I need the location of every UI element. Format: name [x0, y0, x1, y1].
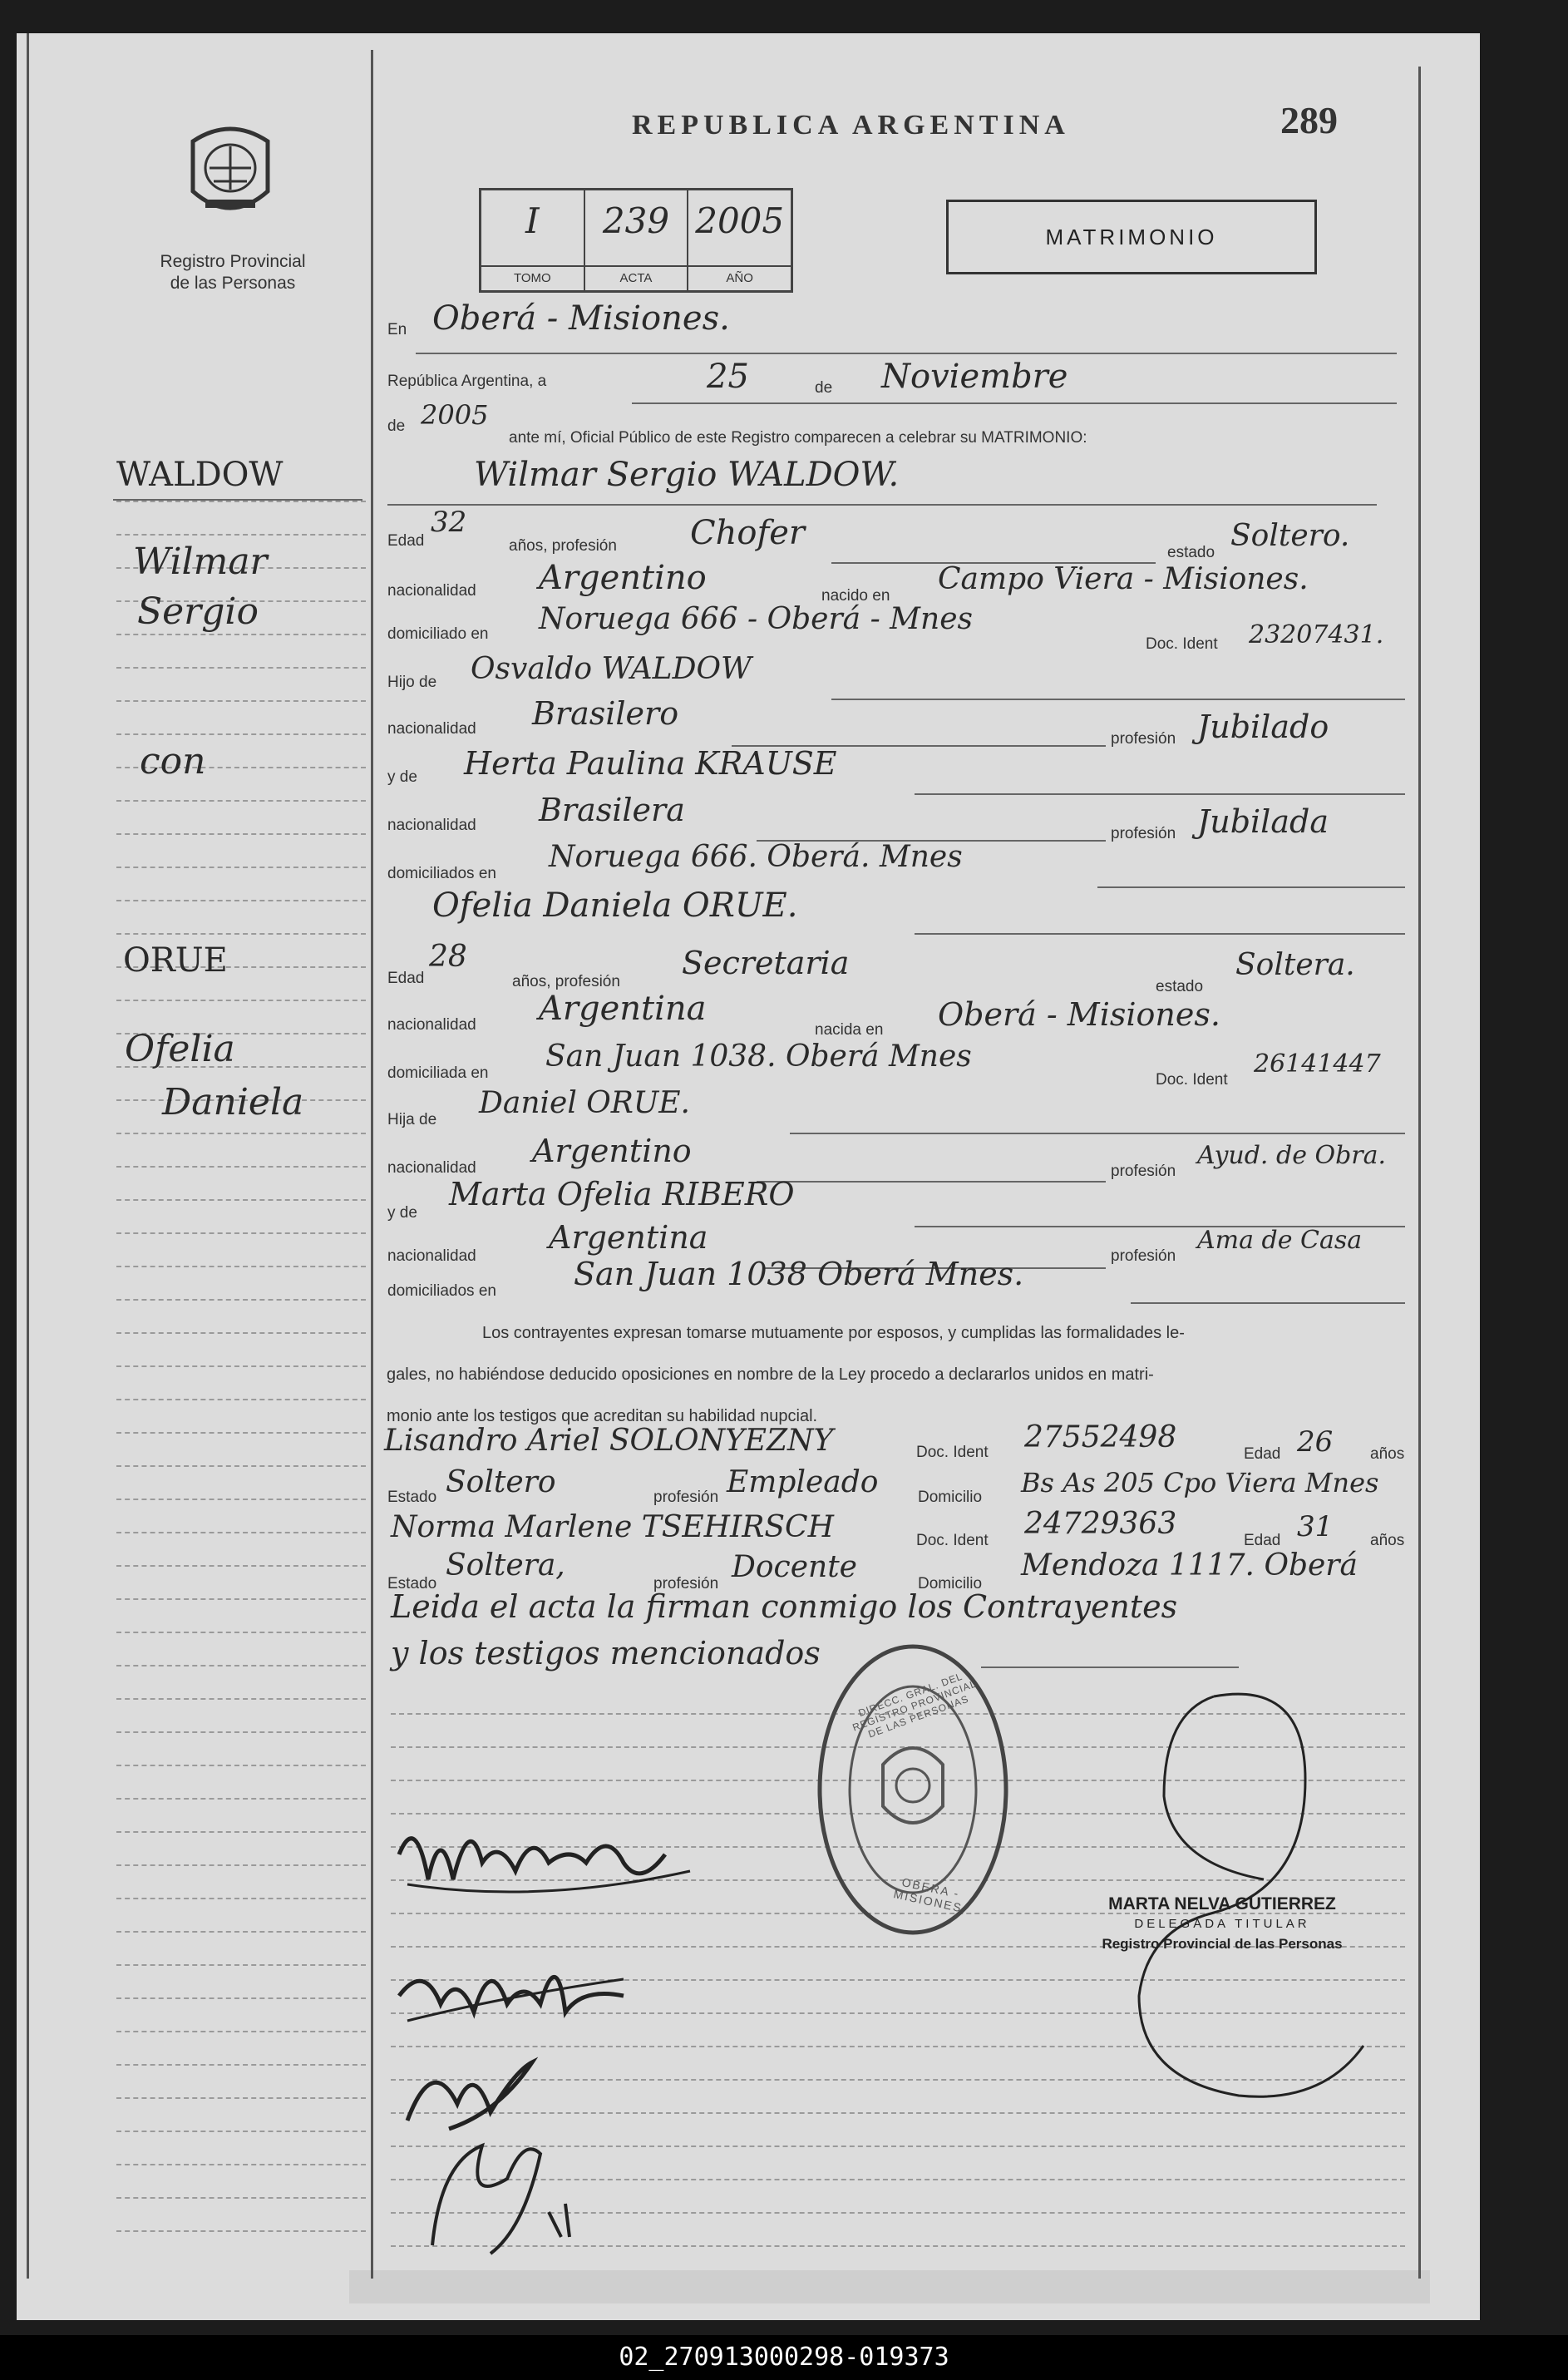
witness1-estado: Soltero: [446, 1465, 556, 1499]
bride-estado-label: estado: [1156, 978, 1204, 995]
comparecen-text: ante mí, Oficial Público de este Registro comparecen a celebrar su MATRIMONIO:: [509, 429, 1087, 447]
groom-edad-label: Edad: [387, 532, 425, 550]
bride-mother: Marta Ofelia RIBERO: [449, 1176, 795, 1212]
groom-mother-nac-label: nacionalidad: [387, 817, 476, 834]
witness2-age: 31: [1297, 1510, 1334, 1543]
witness2-estado: Soltera,: [446, 1548, 565, 1583]
day-value: 25: [707, 358, 749, 396]
republica-label: República Argentina, a: [387, 373, 547, 390]
place-underline: [416, 353, 1397, 354]
bride-hija-label: Hija de: [387, 1111, 437, 1128]
bride-nac: Argentina: [539, 990, 707, 1028]
groom-mother-yde-label: y de: [387, 768, 417, 786]
record-number-box: [479, 188, 793, 293]
groom-born: Campo Viera - Misiones.: [938, 562, 1309, 596]
witness1-anos-label: años: [1370, 1445, 1405, 1463]
groom-father-prof-label: profesión: [1111, 730, 1176, 748]
groom-hijo-label: Hijo de: [387, 674, 437, 691]
bride-name: Ofelia Daniela ORUE.: [432, 886, 798, 925]
margin-con: con: [140, 740, 206, 783]
official-name: MARTA NELVA GUTIERREZ: [1108, 1894, 1336, 1913]
groom-father-underline: [831, 699, 1405, 700]
closing-line-2: y los testigos mencionados: [391, 1635, 821, 1671]
groom-doc: 23207431.: [1249, 620, 1384, 649]
year-value: 2005: [421, 399, 489, 431]
groom-parents-dom: Noruega 666. Oberá. Mnes: [549, 840, 963, 874]
bride-nacida-label: nacida en: [815, 1021, 884, 1039]
margin-given-2b: Daniela: [162, 1081, 304, 1123]
margin-surname-underline: [113, 499, 362, 501]
de-label: de: [815, 379, 833, 397]
bride-dom-label: domiciliada en: [387, 1064, 489, 1082]
groom-mother: Herta Paulina KRAUSE: [464, 745, 837, 782]
witness2-dom: Mendoza 1117. Oberá: [1021, 1548, 1358, 1583]
witness2-edad-label: Edad: [1244, 1532, 1281, 1549]
acta-cell: [585, 190, 689, 290]
closing-underline: [981, 1666, 1239, 1668]
bride-nac-label: nacionalidad: [387, 1016, 476, 1034]
margin-surname-1: WALDOW: [116, 456, 284, 494]
groom-parents-dom-label: domiciliados en: [387, 865, 496, 882]
seal-text-bottom: OBERA - MISIONES: [892, 1874, 964, 1915]
tomo-cell: [481, 190, 585, 290]
bride-parents-dom-underline: [1131, 1302, 1405, 1304]
witness2-signature: [416, 2129, 582, 2262]
witness1-prof: Empleado: [727, 1465, 879, 1499]
groom-nac-label: nacionalidad: [387, 582, 476, 600]
witness1-doc: 27552498: [1024, 1420, 1177, 1454]
bride-estado: Soltera.: [1235, 948, 1355, 982]
bride-doc-label: Doc. Ident: [1156, 1071, 1228, 1089]
bride-father-nac: Argentino: [532, 1133, 692, 1169]
groom-parents-dom-underline: [1097, 886, 1405, 888]
witness2-doc: 24729363: [1024, 1507, 1177, 1541]
groom-nacido-label: nacido en: [821, 587, 890, 605]
groom-age: 32: [431, 506, 467, 539]
groom-prof: Chofer: [690, 514, 806, 552]
ano-label: AÑO: [688, 265, 791, 290]
witness2-prof: Docente: [732, 1550, 857, 1584]
page-number: 289: [1280, 99, 1338, 141]
groom-anos-label: años, profesión: [509, 537, 617, 555]
bride-father: Daniel ORUE.: [479, 1086, 690, 1120]
groom-estado: Soltero.: [1230, 519, 1350, 553]
bride-parents-dom-label: domiciliados en: [387, 1282, 496, 1300]
acta-value: 239: [602, 200, 670, 241]
declaration-line-3: monio ante los testigos que acreditan su habilidad nupcial.: [387, 1407, 818, 1425]
groom-mother-underline: [915, 793, 1405, 795]
witness1-estado-label: Estado: [387, 1489, 437, 1506]
witness1-prof-label: profesión: [653, 1489, 719, 1506]
groom-father: Osvaldo WALDOW: [471, 652, 752, 686]
witness2-anos-label: años: [1370, 1532, 1405, 1549]
groom-father-nac-label: nacionalidad: [387, 720, 476, 738]
bride-signature: [391, 1938, 640, 2046]
month-value: Noviembre: [881, 358, 1068, 396]
bride-mother-nac-label: nacionalidad: [387, 1247, 476, 1265]
right-margin-line: [1418, 67, 1421, 2279]
margin-given-2a: Ofelia: [125, 1028, 235, 1070]
en-label: En: [387, 321, 407, 338]
bride-father-nac-underline: [757, 1181, 1106, 1183]
groom-doc-label: Doc. Ident: [1146, 635, 1218, 653]
groom-name: Wilmar Sergio WALDOW.: [474, 456, 900, 494]
closing-line-1: Leida el acta la firman conmigo los Contrayentes: [391, 1588, 1178, 1625]
bride-father-prof: Ayud. de Obra.: [1197, 1141, 1387, 1170]
registry-name: [133, 251, 333, 294]
provincial-coat-of-arms-icon: [185, 116, 276, 225]
official-office: Registro Provincial de las Personas: [1102, 1936, 1343, 1952]
witness1-doc-label: Doc. Ident: [916, 1444, 989, 1461]
witness1-dom: Bs As 205 Cpo Viera Mnes: [1021, 1467, 1379, 1499]
witness1-dom-label: Domicilio: [918, 1489, 983, 1506]
witness1-name: Lisandro Ariel SOLONYEZNY: [384, 1424, 834, 1458]
column-divider-line: [371, 50, 373, 2279]
ano-cell: [688, 190, 791, 290]
declaration-text: [387, 1312, 1422, 1437]
bride-doc: 26141447: [1254, 1049, 1381, 1079]
left-margin-line: [27, 33, 29, 2279]
bride-name-underline: [915, 933, 1405, 935]
bride-father-underline: [790, 1133, 1405, 1134]
groom-signature: [391, 1805, 715, 1921]
tomo-label: TOMO: [481, 265, 584, 290]
bride-anos-label: años, profesión: [512, 973, 620, 990]
bride-age: 28: [429, 940, 467, 974]
acta-label: ACTA: [585, 265, 688, 290]
bride-born: Oberá - Misiones.: [938, 996, 1220, 1033]
country-title: REPUBLICA ARGENTINA: [632, 110, 1070, 141]
tomo-value: I: [525, 200, 540, 241]
bride-dom: San Juan 1038. Oberá Mnes: [545, 1039, 972, 1074]
ano-value: 2005: [695, 200, 785, 241]
witness2-doc-label: Doc. Ident: [916, 1532, 989, 1549]
groom-dom-label: domiciliado en: [387, 625, 489, 643]
official-role: DELEGADA TITULAR: [1134, 1917, 1310, 1931]
de2-label: de: [387, 417, 406, 435]
bride-father-prof-label: profesión: [1111, 1163, 1176, 1180]
groom-dom: Noruega 666 - Oberá - Mnes: [539, 602, 973, 636]
bride-mother-yde-label: y de: [387, 1204, 417, 1222]
margin-given-1b: Sergio: [137, 590, 259, 633]
date-underline: [632, 402, 1397, 404]
bride-prof: Secretaria: [682, 945, 850, 981]
bride-parents-dom: San Juan 1038 Oberá Mnes.: [574, 1256, 1024, 1292]
bride-mother-nac: Argentina: [549, 1219, 708, 1256]
margin-surname-2: ORUE: [123, 941, 228, 980]
image-caption: 02_270913000298-019373: [0, 2335, 1568, 2380]
groom-father-nac: Brasilero: [532, 695, 679, 732]
witness2-estado-label: Estado: [387, 1575, 437, 1592]
groom-nac: Argentino: [539, 559, 707, 597]
registry-name-line1: Registro Provincial: [160, 252, 306, 271]
witness1-age: 26: [1297, 1425, 1334, 1459]
witness1-edad-label: Edad: [1244, 1445, 1281, 1463]
bride-mother-prof: Ama de Casa: [1197, 1226, 1363, 1255]
groom-mother-nac: Brasilera: [539, 792, 685, 828]
groom-mother-prof-label: profesión: [1111, 825, 1176, 842]
witness2-name: Norma Marlene TSEHIRSCH: [391, 1510, 834, 1544]
seal-text-top: DIRECC. GRAL. DEL REGISTRO PROVINCIAL DE LAS PERSONAS: [851, 1670, 979, 1741]
groom-mother-prof: Jubilada: [1197, 803, 1329, 840]
official-signature-block: [1072, 1894, 1372, 1954]
bride-father-nac-label: nacionalidad: [387, 1159, 476, 1177]
declaration-line-1: Los contrayentes expresan tomarse mutuamente por esposos, y cumplidas las formalidades le-: [482, 1324, 1185, 1342]
bride-edad-label: Edad: [387, 970, 425, 987]
groom-name-underline: [387, 504, 1377, 506]
registry-name-line2: de las Personas: [170, 274, 296, 293]
place-value: Oberá - Misiones.: [432, 299, 730, 338]
groom-father-prof: Jubilado: [1197, 709, 1329, 745]
groom-estado-label: estado: [1167, 544, 1215, 561]
witness2-dom-label: Domicilio: [918, 1575, 983, 1592]
witness1-signature: [399, 2046, 565, 2137]
document-type-box: MATRIMONIO: [946, 200, 1317, 274]
bride-mother-prof-label: profesión: [1111, 1247, 1176, 1265]
declaration-line-2: gales, no habiéndose deducido oposiciones en nombre de la Ley procedo a declararlos unidos en matri-: [387, 1365, 1154, 1384]
page-bottom-edge: [349, 2270, 1430, 2303]
margin-given-1a: Wilmar: [133, 541, 268, 583]
witness2-prof-label: profesión: [653, 1575, 719, 1592]
